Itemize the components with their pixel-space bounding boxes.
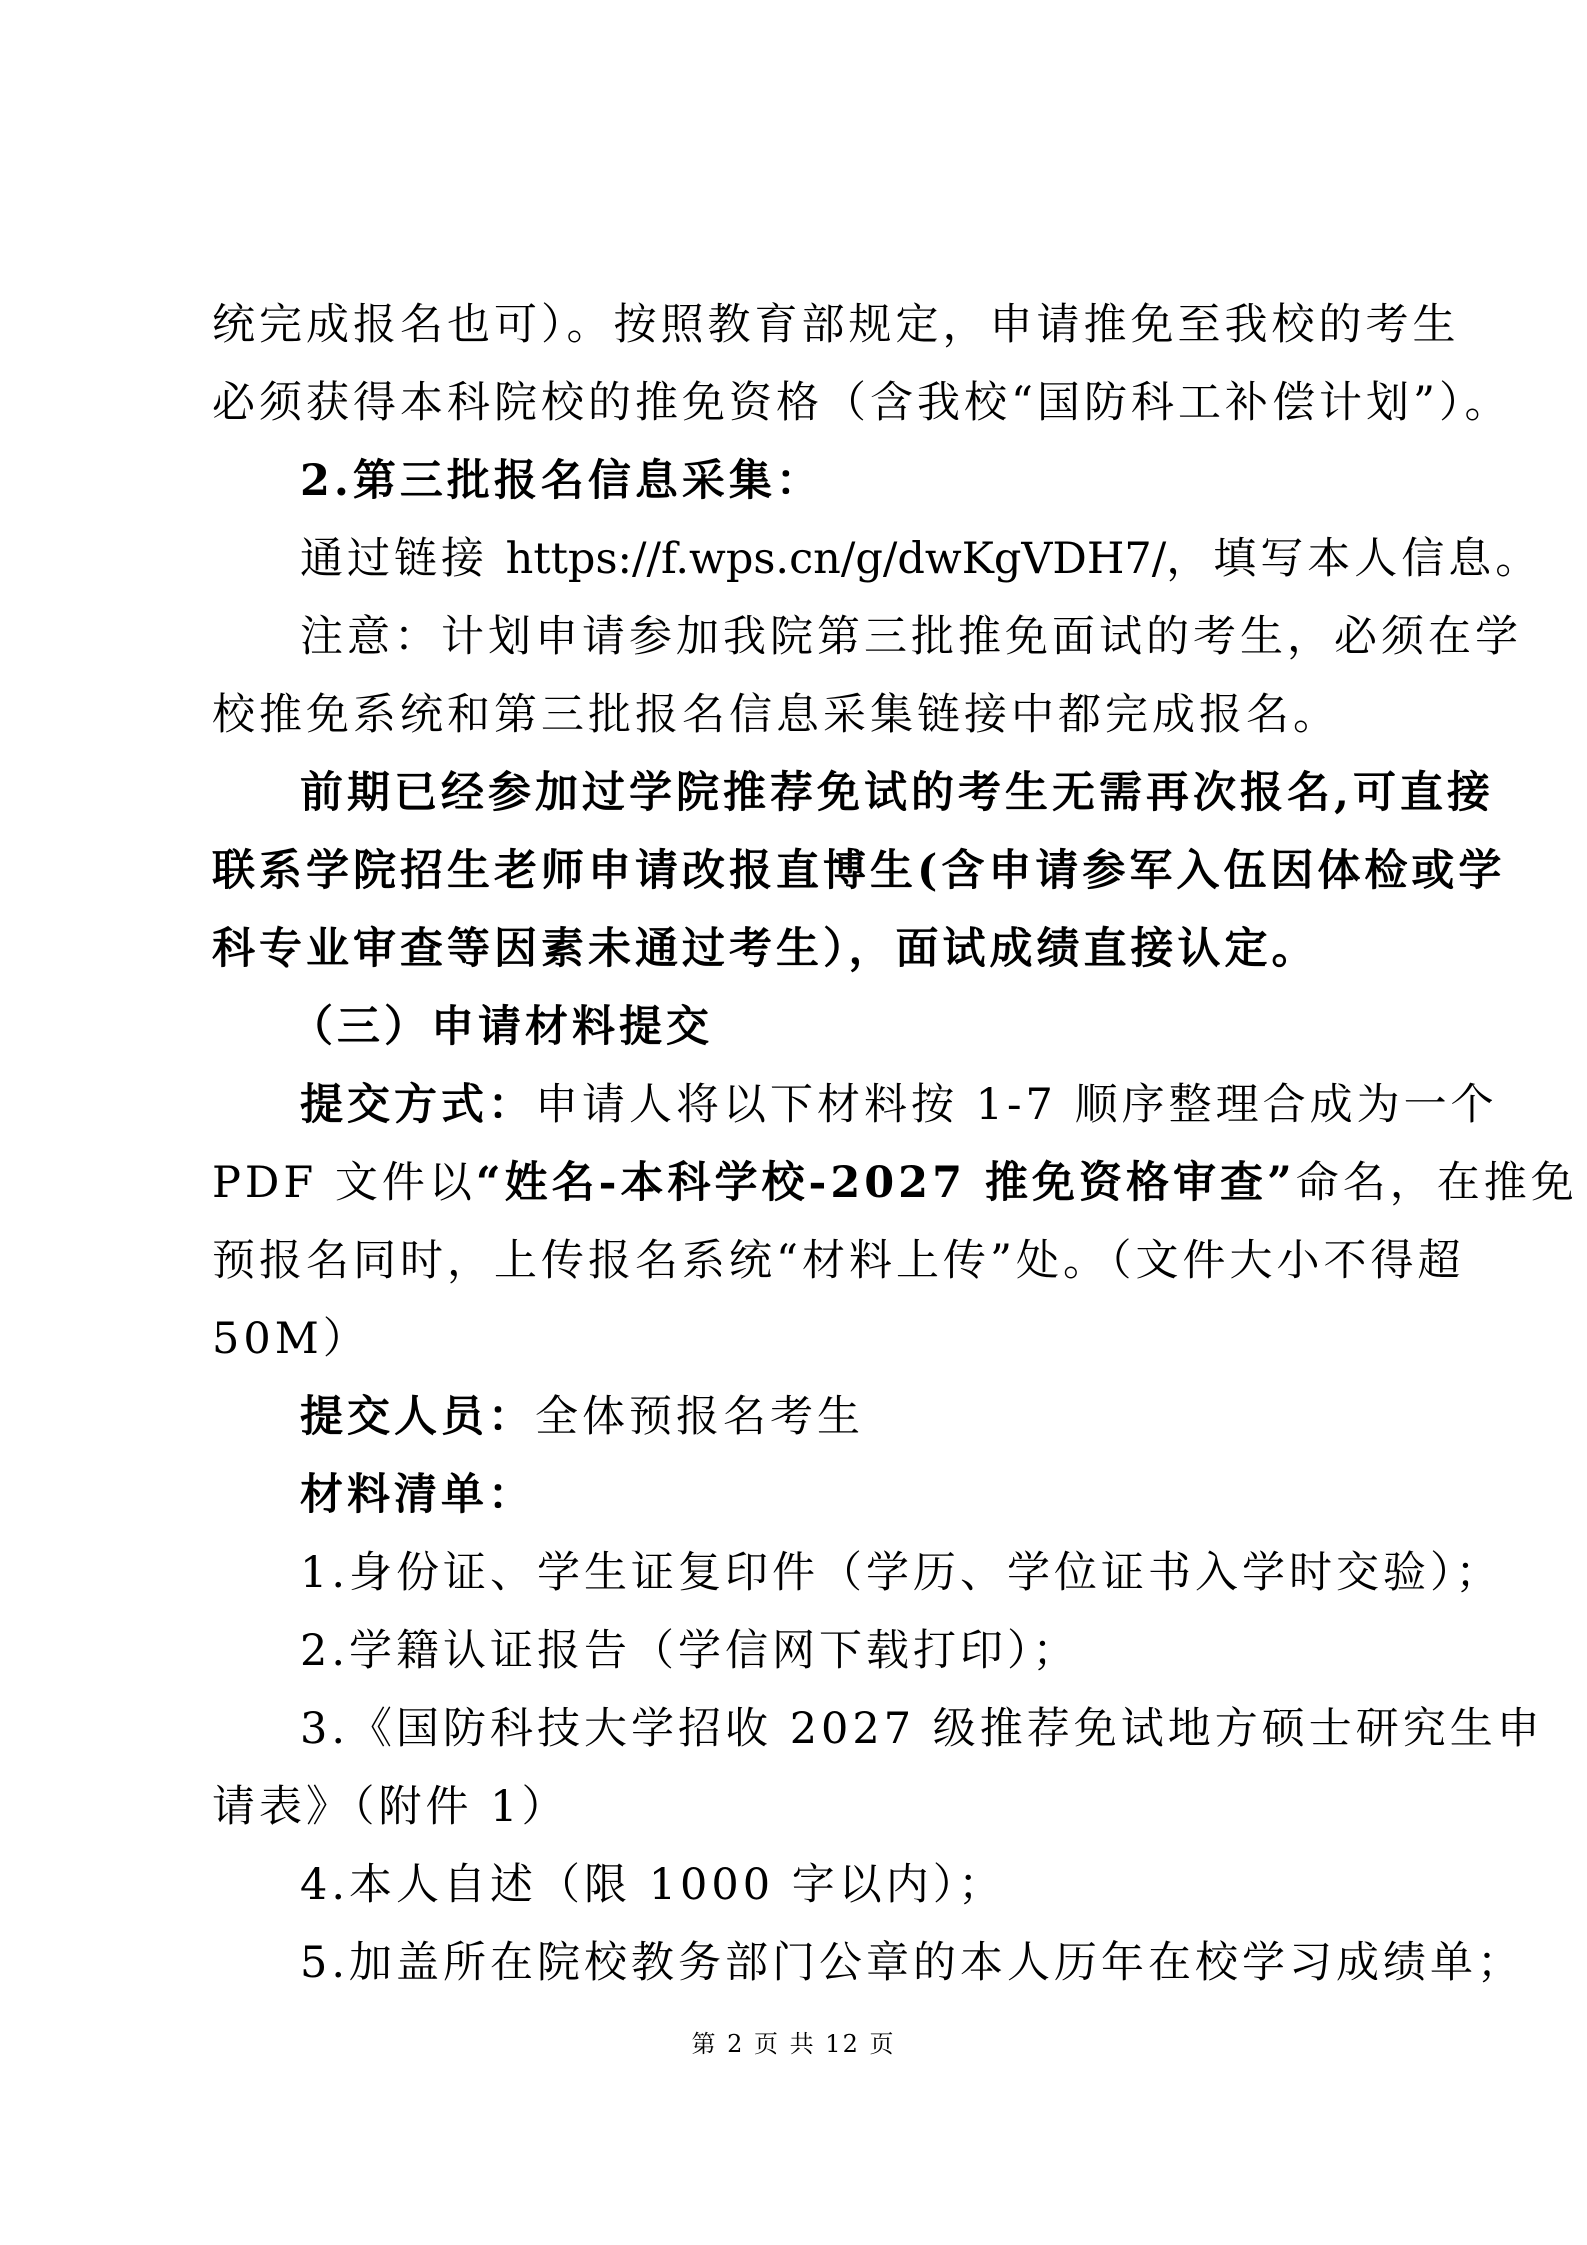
bold-notice-line: 前期已经参加过学院推荐免试的考生无需再次报名,可直接 [300,768,1494,818]
people-value: 全体预报名考生 [535,1392,864,1442]
link-prefix: 通过链接 [300,534,506,584]
list-title: 材料清单： [300,1470,535,1520]
submit-method-line [300,1075,1498,1135]
bold-notice-line: 联系学院招生老师申请改报直博生(含申请参军入伍因体检或学 [212,846,1506,896]
list-item: 4.本人自述（限 1000 字以内）； [300,1860,1006,1910]
file-naming-rule: “姓名-本科学校-2027 推免资格审查” [475,1158,1296,1208]
list-item: 2.学籍认证报告（学信网下载打印）； [300,1626,1080,1676]
people-label: 提交人员： [300,1392,535,1442]
submit-method-line: 50M） [212,1314,370,1364]
section-heading: （三）申请材料提交 [290,1002,713,1052]
submit-method-line: 预报名同时，上传报名系统“材料上传”处。（文件大小不得超 [212,1236,1465,1286]
list-item: 请表》（附件 1） [212,1782,569,1832]
note-line: 注意：计划申请参加我院第三批推免面试的考生，必须在学 [300,612,1522,662]
submit-method-line [212,1153,1578,1213]
list-item: 5.加盖所在院校教务部门公章的本人历年在校学习成绩单； [300,1938,1525,1988]
submit-text: 申请人将以下材料按 1-7 顺序整理合成为一个 [535,1080,1498,1130]
submit-text: 命名，在推免 [1295,1158,1578,1208]
note-line: 校推免系统和第三批报名信息采集链接中都完成报名。 [212,690,1340,740]
link-paragraph [300,529,1543,589]
page-number-footer: 第 2 页 共 12 页 [691,2030,896,2058]
paragraph-line: 必须获得本科院校的推免资格（含我校“国防科工补偿计划”）。 [212,378,1512,428]
submit-people-line [300,1387,1387,1447]
submit-text: PDF 文件以 [212,1158,476,1208]
paragraph-line: 统完成报名也可）。按照教育部规定，申请推免至我校的考生 [212,300,1460,350]
list-item: 1.身份证、学生证复印件（学历、学位证书入学时交验）； [300,1548,1503,1598]
submit-label: 提交方式： [300,1080,535,1130]
list-item: 3.《国防科技大学招收 2027 级推荐免试地方硕士研究生申 [300,1704,1544,1754]
link-suffix: ，填写本人信息。 [1166,534,1543,584]
survey-link[interactable]: https://f.wps.cn/g/dwKgVDH7/ [505,534,1167,584]
section-heading: 2.第三批报名信息采集： [300,456,823,506]
bold-notice-line: 科专业审查等因素未通过考生），面试成绩直接认定。 [212,924,1319,974]
